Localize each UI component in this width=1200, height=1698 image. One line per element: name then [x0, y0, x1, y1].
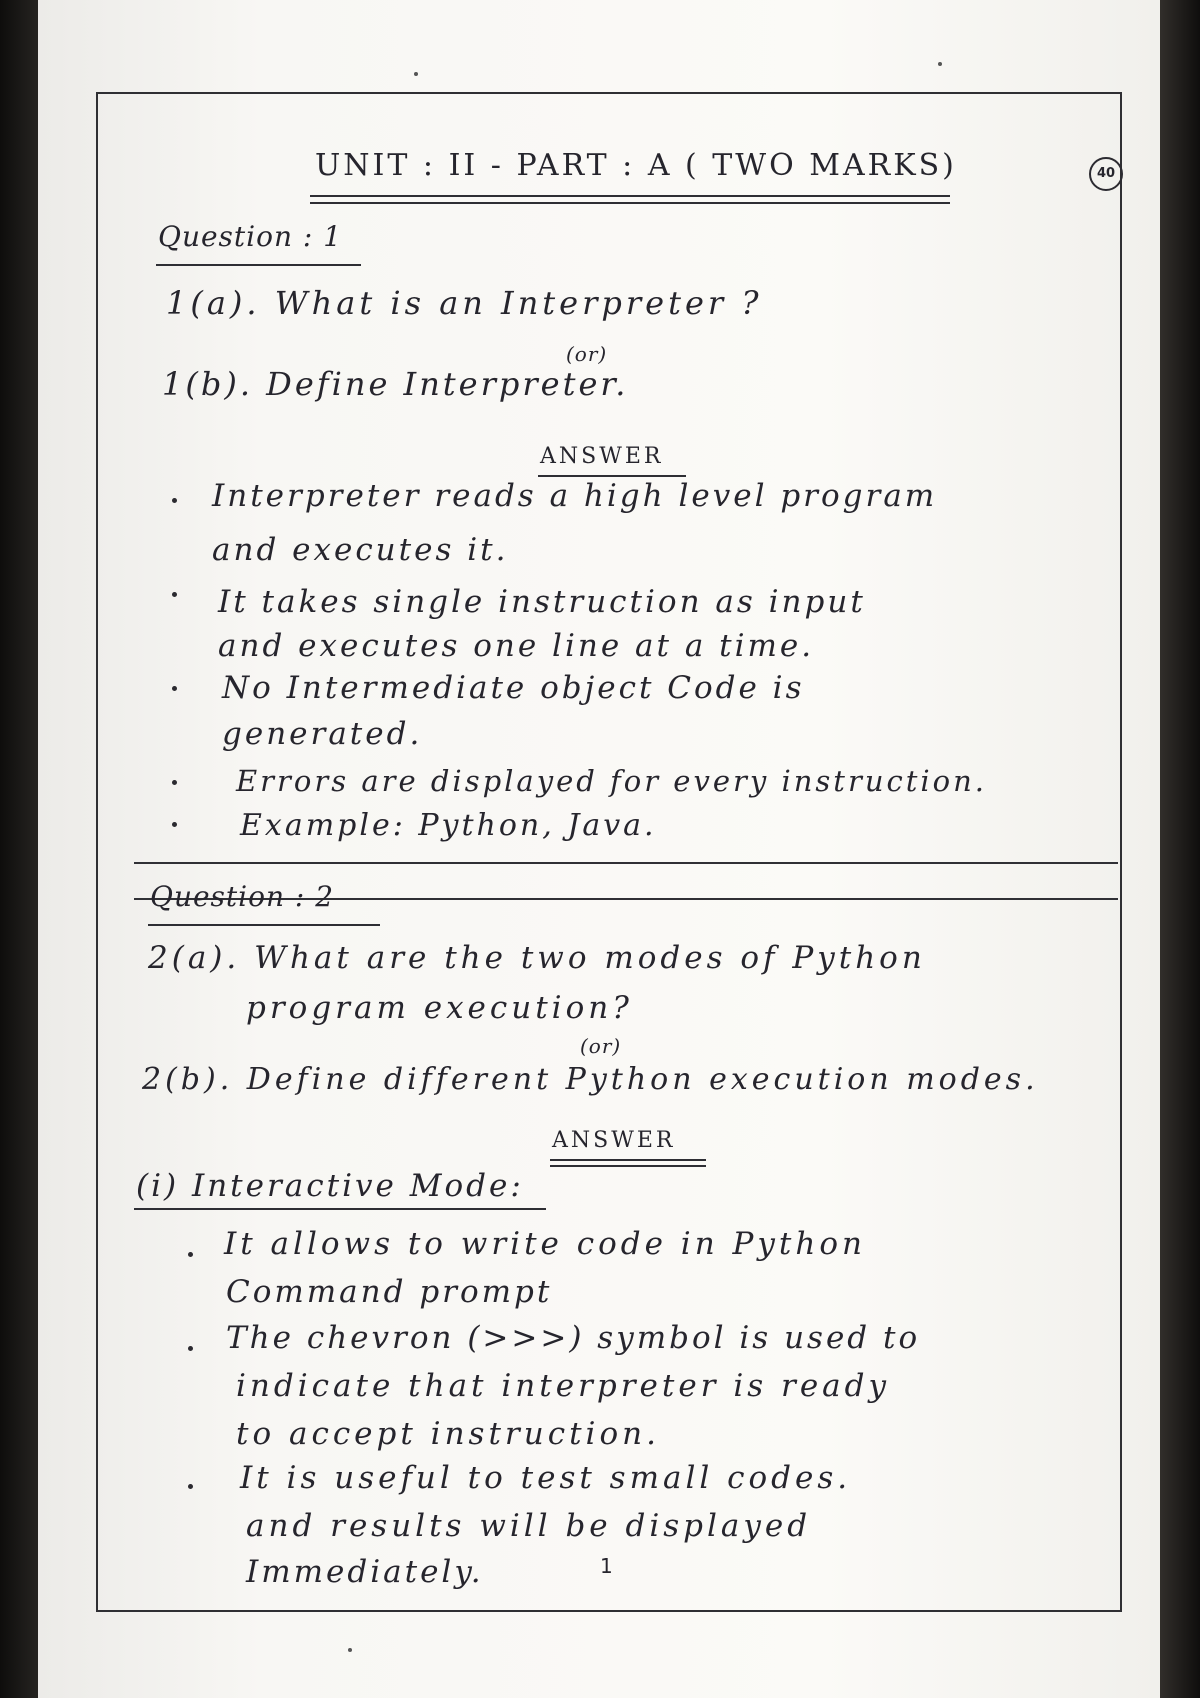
answer-1-heading: ANSWER	[540, 444, 664, 469]
answer-1-line: No Intermediate object Code is	[222, 670, 805, 706]
question-2-underline	[148, 924, 380, 926]
title-underline	[310, 195, 950, 197]
answer-2-line: It allows to write code in Python	[224, 1226, 866, 1262]
answer-1-bullet	[172, 780, 177, 785]
mode-heading: (i) Interactive Mode:	[136, 1168, 524, 1204]
question-2-or: (or)	[580, 1034, 622, 1058]
title-underline-2	[310, 202, 950, 204]
answer-2-bullet	[188, 1252, 193, 1257]
answer-1-line: It takes single instruction as input	[218, 584, 866, 620]
paper-speck	[348, 1648, 352, 1652]
question-1-heading: Question : 1	[158, 220, 343, 253]
mode-heading-underline	[134, 1208, 546, 1210]
answer-1-line: Example: Python, Java.	[240, 808, 657, 843]
answer-2-underline	[550, 1159, 706, 1161]
answer-2-line: It is useful to test small codes.	[240, 1460, 852, 1496]
answer-2-underline-2	[550, 1165, 706, 1167]
answer-2-line: indicate that interpreter is ready	[236, 1368, 891, 1404]
page-badge: 40	[1089, 157, 1123, 191]
paper-speck	[414, 72, 418, 76]
answer-1-bullet	[172, 592, 177, 597]
answer-2-line: to accept instruction.	[236, 1416, 660, 1452]
question-2b: 2(b). Define different Python execution modes.	[142, 1062, 1039, 1097]
page-number: 1	[600, 1554, 614, 1578]
section-divider	[134, 862, 1118, 864]
answer-1-bullet	[172, 822, 177, 827]
question-2a-line-1: 2(a). What are the two modes of Python	[148, 940, 926, 976]
answer-1-bullet	[172, 686, 177, 691]
question-1b: 1(b). Define Interpreter.	[162, 365, 629, 403]
question-1-or: (or)	[566, 342, 608, 366]
answer-2-line: The chevron (>>>) symbol is used to	[226, 1320, 921, 1356]
answer-1-line: Interpreter reads a high level program	[212, 478, 938, 514]
question-2-heading: Question : 2	[150, 880, 335, 913]
answer-2-bullet	[188, 1484, 193, 1489]
answer-2-heading: ANSWER	[552, 1128, 676, 1153]
answer-1-line: Errors are displayed for every instruction.	[236, 764, 988, 798]
page-title: UNIT : II - PART : A ( TWO MARKS)	[315, 148, 957, 183]
answer-2-line: Command prompt	[226, 1274, 553, 1310]
answer-2-line: and results will be displayed	[246, 1508, 812, 1544]
question-2a-line-2: program execution?	[246, 990, 633, 1026]
question-1a: 1(a). What is an Interpreter ?	[166, 284, 763, 322]
paper-speck	[938, 62, 942, 66]
answer-1-bullet	[172, 498, 177, 503]
question-1-underline	[156, 264, 361, 266]
answer-1-line: and executes one line at a time.	[218, 628, 815, 664]
answer-1-line: generated.	[222, 716, 423, 752]
answer-1-underline	[538, 475, 686, 477]
answer-1-line: and executes it.	[212, 532, 509, 568]
answer-2-bullet	[188, 1346, 193, 1351]
answer-2-line: Immediately.	[246, 1554, 484, 1590]
